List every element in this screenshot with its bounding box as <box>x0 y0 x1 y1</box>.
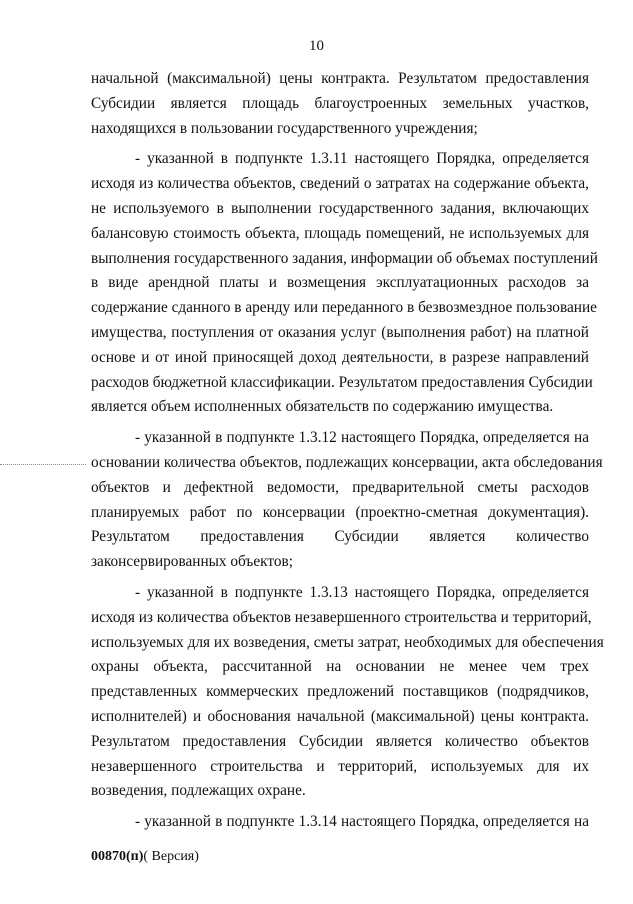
text-line: незавершенного строительства и территорий, используемых для их <box>91 757 589 775</box>
paragraph <box>91 67 589 141</box>
document-code: 00870(п) <box>91 849 144 864</box>
text-line: находящихся в пользовании государственного учреждения; <box>91 119 478 137</box>
text-line: планируемых работ по консервации (проектно-сметная документация). <box>91 503 589 521</box>
text-line: основе и от иной приносящей доход деятельности, в разрезе направлений <box>91 348 589 366</box>
text-line: является объем исполненных обязательств по содержанию имущества. <box>91 398 554 416</box>
text-line: Результатом предоставления Субсидии является количество <box>91 528 589 546</box>
text-line: используемых для их возведения, сметы затрат, необходимых для обеспечения <box>91 633 604 651</box>
page-number: 10 <box>309 38 324 54</box>
text-line: выполнения государственного задания, информации об объемах поступлений <box>91 249 598 267</box>
margin-dotted-mark <box>0 464 86 465</box>
text-line: законсервированных объектов; <box>91 553 293 571</box>
text-line: основании количества объектов, подлежащих консервации, акта обследования <box>91 453 603 471</box>
text-line: возведения, подлежащих охране. <box>91 782 306 800</box>
paragraph <box>91 810 589 835</box>
paragraph <box>91 581 604 804</box>
text-line: расходов бюджетной классификации. Результатом предоставления Субсидии <box>91 373 593 391</box>
document-version: ( Версия) <box>143 849 199 864</box>
text-line: исходя из количества объектов, сведений о затратах на содержание объекта, <box>91 175 589 193</box>
text-line: Субсидии является площадь благоустроенных земельных участков, <box>91 94 589 112</box>
footer <box>91 849 199 865</box>
text-line: - указанной в подпункте 1.3.11 настоящего Порядка, определяется <box>135 150 589 168</box>
text-line: исполнителей) и обоснования начальной (максимальной) цены контракта. <box>91 707 589 725</box>
text-line: охраны объекта, рассчитанной на основании не менее чем трех <box>91 658 589 676</box>
text-line: Результатом предоставления Субсидии является количество объектов <box>91 732 589 750</box>
text-line: балансовую стоимость объекта, площадь помещений, не используемых для <box>91 224 589 242</box>
paragraph <box>91 426 603 575</box>
text-line: не используемого в выполнении государственного задания, включающих <box>91 199 589 217</box>
text-line: - указанной в подпункте 1.3.13 настоящего Порядка, определяется <box>135 583 589 601</box>
text-line: содержание сданного в аренду или переданного в безвозмездное пользование <box>91 299 597 317</box>
text-line: начальной (максимальной) цены контракта. Результатом предоставления <box>91 70 589 87</box>
text-line: исходя из количества объектов незавершенного строительства и территорий, <box>91 608 592 626</box>
text-line: в виде арендной платы и возмещения эксплуатационных расходов за <box>91 274 589 292</box>
paragraph <box>91 147 598 420</box>
document-body <box>91 67 604 841</box>
text-line: - указанной в подпункте 1.3.14 настоящего Порядка, определяется на <box>135 813 589 831</box>
text-line: представленных коммерческих предложений поставщиков (подрядчиков, <box>91 683 589 701</box>
text-line: - указанной в подпункте 1.3.12 настоящего Порядка, определяется на <box>135 429 589 447</box>
text-line: имущества, поступления от оказания услуг (выполнения работ) на платной <box>91 323 589 341</box>
text-line: объектов и дефектной ведомости, предварительной сметы расходов <box>91 478 589 496</box>
